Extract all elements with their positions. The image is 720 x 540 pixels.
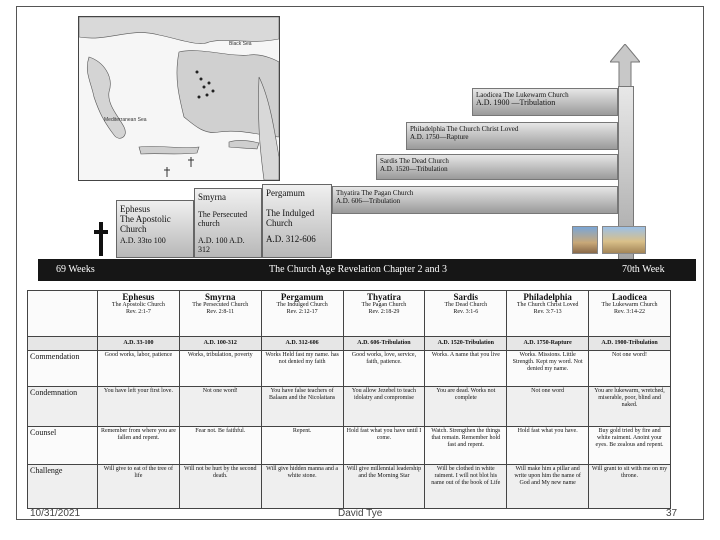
step-sardis — [376, 154, 618, 180]
timeline-70th-week: 70th Week — [600, 259, 696, 281]
step-laodicea-date: A.D. 1900 —Tribulation — [476, 98, 556, 107]
table-row-condemnation — [28, 387, 671, 427]
header-laodicea: Laodicea The Lukewarm Church Rev. 3:14-22 — [589, 291, 671, 337]
header-philadelphia: Philadelphia The Church Christ Loved Rev. 3:7-13 — [507, 291, 589, 337]
box-smyrna-title: Smyrna — [198, 192, 226, 202]
box-ephesus-title: Ephesus — [120, 204, 150, 214]
map-label-mediterranean: Mediterranean Sea — [104, 117, 147, 123]
table-cell: Works. Missions. Little Strength. Kept my word. Not denied my name. — [507, 351, 589, 387]
box-smyrna-subtitle: The Persecuted church — [198, 210, 248, 228]
box-ephesus — [116, 200, 194, 258]
footer-date: 10/31/2021 — [30, 508, 81, 519]
table-cell: Hold fast what you have. — [507, 427, 589, 465]
cross-icon — [94, 222, 108, 256]
asia-minor-map — [78, 16, 280, 181]
step-philadelphia-date: A.D. 1750—Rapture — [410, 133, 469, 141]
header-smyrna: Smyrna The Persecuted Church Rev. 2:8-11 — [179, 291, 261, 337]
table-cell: Buy gold tried by fire and white raiment. Anoint your eyes. Be zealous and repent. — [589, 427, 671, 465]
table-cell: Fear not. Be faithful. — [179, 427, 261, 465]
table-cell: Will give hidden manna and a white stone. — [261, 465, 343, 509]
date-cell: A.D. 312-606 — [261, 337, 343, 351]
date-cell: A.D. 100-312 — [179, 337, 261, 351]
step-laodicea-title: Laodicea The Lukewarm Church — [476, 91, 569, 99]
step-thyatira-title: Thyatira The Pagan Church — [336, 189, 414, 197]
table-cell: You are dead. Works not complete — [425, 387, 507, 427]
row-label: Condemnation — [28, 387, 98, 427]
table-cell: Not one word! — [179, 387, 261, 427]
box-ephesus-date: A.D. 33to 100 — [120, 236, 166, 245]
row-label: Counsel — [28, 427, 98, 465]
table-row-counsel — [28, 427, 671, 465]
table-cell: Will be clothed in white raiment. I will not blot his name out of the book of Life — [425, 465, 507, 509]
box-smyrna-date: A.D. 100 A.D. 312 — [198, 236, 245, 254]
table-row-challenge — [28, 465, 671, 509]
table-cell: Good works, love, service, faith, patience. — [343, 351, 425, 387]
table-cell: You allow Jezebel to teach idolatry and compromise — [343, 387, 425, 427]
header-thyatira: Thyatira The Pagan Church Rev. 2:18-29 — [343, 291, 425, 337]
table-cell: Not one word! — [589, 351, 671, 387]
thumbnail-image-1 — [572, 226, 598, 254]
table-cell: Will make him a pillar and write upon him the name of God and My new name — [507, 465, 589, 509]
step-thyatira-date: A.D. 606—Tribulation — [336, 197, 401, 205]
table-cell: Repent. — [261, 427, 343, 465]
step-sardis-title: Sardis The Dead Church — [380, 157, 449, 165]
footer-page-number: 37 — [666, 508, 678, 519]
upward-arrow-icon — [610, 44, 640, 90]
date-cell: A.D. 606-Tribulation — [343, 337, 425, 351]
table-cell: Will give millennial leadership and the Morning Star — [343, 465, 425, 509]
map-label-black-sea: Black Sea — [229, 41, 252, 47]
box-ephesus-subtitle: The Apostolic Church — [120, 214, 171, 234]
table-cell: Hold fast what you have until I come. — [343, 427, 425, 465]
table-cell: Will not be hurt by the second death. — [179, 465, 261, 509]
row-label: Challenge — [28, 465, 98, 509]
step-laodicea — [472, 88, 618, 116]
table-dates-row — [28, 337, 671, 351]
box-pergamum-date: A.D. 312-606 — [266, 234, 316, 244]
box-pergamum-title: Pergamum — [266, 188, 305, 198]
footer-author: David Tye — [338, 508, 383, 519]
table-cell: You have left your first love. — [98, 387, 180, 427]
table-cell: Not one word — [507, 387, 589, 427]
table-cell: Works. A name that you live — [425, 351, 507, 387]
box-pergamum — [262, 184, 332, 258]
churches-table — [27, 290, 671, 509]
step-philadelphia — [406, 122, 618, 150]
table-cell: You have false teachers of Balaam and the Nicolaitans — [261, 387, 343, 427]
timeline-69-weeks: 69 Weeks — [38, 259, 116, 281]
table-header-row — [28, 291, 671, 337]
table-corner — [28, 291, 98, 337]
date-cell: A.D. 1520-Tribulation — [425, 337, 507, 351]
table-cell: Works Held fast my name. has not denied my faith — [261, 351, 343, 387]
date-cell: A.D. 1750-Rapture — [507, 337, 589, 351]
header-sardis: Sardis The Dead Church Rev. 3:1-6 — [425, 291, 507, 337]
step-philadelphia-title: Philadelphia The Church Christ Loved — [410, 125, 519, 133]
table-cell: Will grant to sit with me on my throne. — [589, 465, 671, 509]
timeline-church-age: The Church Age Revelation Chapter 2 and 3 — [116, 259, 600, 281]
date-cell: A.D. 33-100 — [98, 337, 180, 351]
date-cell: A.D. 1900-Tribulation — [589, 337, 671, 351]
step-thyatira — [332, 186, 618, 214]
table-cell: Works, tribulation, poverty — [179, 351, 261, 387]
step-sardis-date: A.D. 1520—Tribulation — [380, 165, 448, 173]
table-cell: Will give to eat of the tree of life — [98, 465, 180, 509]
box-pergamum-subtitle: The Indulged Church — [266, 208, 315, 228]
table-cell: Good works, labor, patience — [98, 351, 180, 387]
box-smyrna — [194, 188, 262, 258]
table-row-commendation — [28, 351, 671, 387]
header-pergamum: Pergamum The Indulged Church Rev. 2:12-17 — [261, 291, 343, 337]
header-ephesus: Ephesus The Apostolic Church Rev. 2:1-7 — [98, 291, 180, 337]
row-label: Commendation — [28, 351, 98, 387]
table-cell: Watch. Strengthen the things that remain. Remember hold fast and repent. — [425, 427, 507, 465]
table-cell: Remember from where you are fallen and repent. — [98, 427, 180, 465]
thumbnail-image-2 — [602, 226, 646, 254]
table-cell: You are lukewarm, wretched, miserable, poor, blind and naked. — [589, 387, 671, 427]
